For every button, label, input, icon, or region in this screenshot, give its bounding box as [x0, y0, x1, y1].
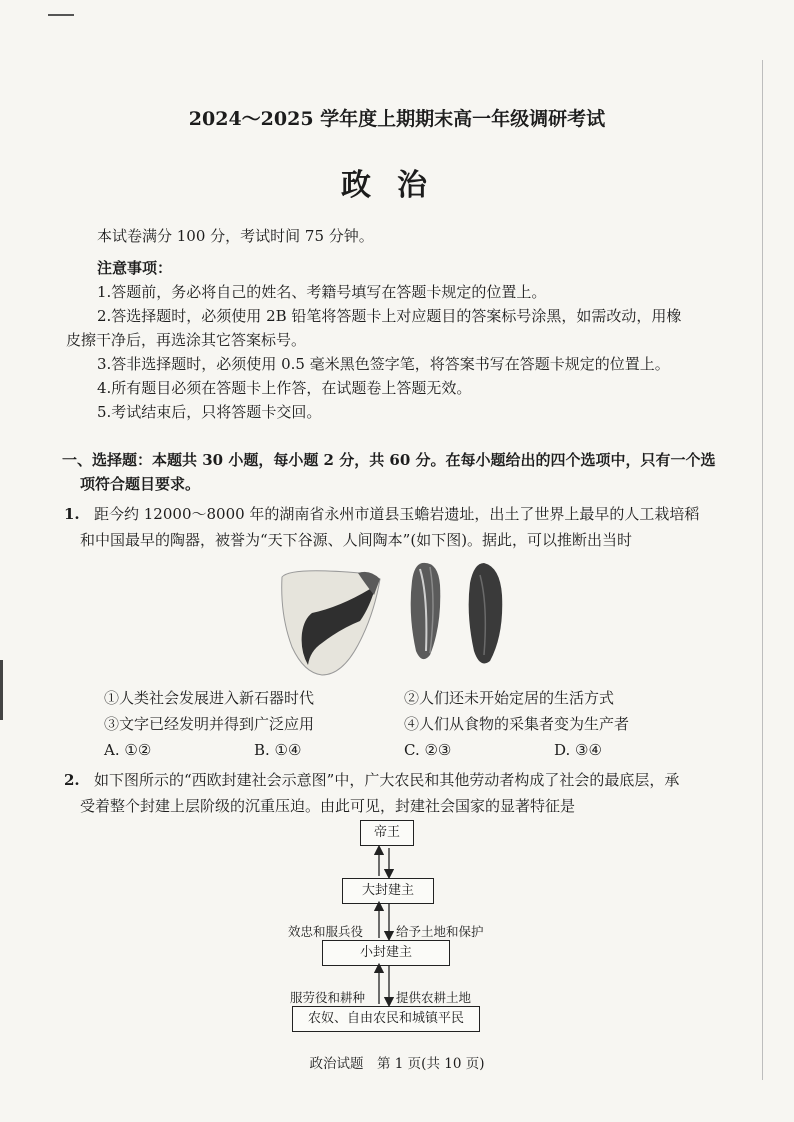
diagram-label-down-2: 提供农耕土地 [396, 990, 472, 1005]
statement-3: ③文字已经发明并得到广泛应用 [104, 715, 315, 733]
note-item: 2.答选择题时，必须使用 2B 铅笔将答题卡上对应题目的答案标号涂黑，如需改动，用橡 [97, 307, 682, 325]
diagram-label-down-1: 给予土地和保护 [396, 924, 484, 939]
statement-2: ②人们还未开始定居的生活方式 [404, 689, 615, 707]
note-item: 3.答非选择题时，必须使用 0.5 毫米黑色签字笔，将答案书写在答题卡规定的位置上。 [97, 355, 670, 373]
scan-mark [48, 14, 74, 16]
note-item: 皮擦干净后，再选涂其它答案标号。 [66, 331, 307, 349]
subject-title: 政治 [341, 168, 453, 203]
question-text: 和中国最早的陶器，被誉为“天下谷源、人间陶本”(如下图)。据此，可以推断出当时 [80, 531, 633, 549]
page-edge-line [762, 60, 763, 1080]
diagram-label-up-2: 服劳役和耕种 [290, 990, 366, 1005]
binding-mark [0, 660, 3, 720]
diagram-box-peasants: 农奴、自由农民和城镇平民 [292, 1006, 480, 1032]
question-text: 如下图所示的“西欧封建社会示意图”中，广大农民和其他劳动者构成了社会的最底层，承 [94, 771, 680, 789]
statement-1: ①人类社会发展进入新石器时代 [104, 689, 315, 707]
diagram-box-great-lords: 大封建主 [342, 878, 434, 904]
note-item: 1.答题前，务必将自己的姓名、考籍号填写在答题卡规定的位置上。 [97, 283, 547, 301]
question-number: 2. [64, 771, 80, 789]
intro-text: 本试卷满分 100 分，考试时间 75 分钟。 [97, 227, 374, 245]
question-text: 距今约 12000～8000 年的湖南省永州市道县玉蟾岩遗址，出土了世界上最早的人工栽培稻 [94, 505, 700, 523]
pottery-rice-photo [270, 555, 530, 685]
section-heading-cont: 项符合题目要求。 [80, 475, 201, 493]
note-item: 4.所有题目必须在答题卡上作答，在试题卷上答题无效。 [97, 379, 472, 397]
option-d: D. ③④ [554, 741, 602, 759]
option-b: B. ①④ [254, 741, 302, 759]
page-footer: 政治试题 第 1 页(共 10 页) [309, 1056, 485, 1072]
note-item: 5.考试结束后，只将答题卡交回。 [97, 403, 322, 421]
question-text: 受着整个封建上层阶级的沉重压迫。由此可见，封建社会国家的显著特征是 [80, 797, 576, 815]
question-number: 1. [64, 505, 80, 523]
exam-title: 2024～2025 学年度上期期末高一年级调研考试 [188, 108, 606, 130]
statement-4: ④人们从食物的采集者变为生产者 [404, 715, 630, 733]
section-heading: 一、选择题：本题共 30 小题，每小题 2 分，共 60 分。在每小题给出的四个选项中，只有一个选 [62, 451, 716, 469]
option-a: A. ①② [104, 741, 152, 759]
notes-heading: 注意事项： [97, 259, 173, 277]
diagram-box-lesser-lords: 小封建主 [322, 940, 450, 966]
diagram-box-emperor: 帝王 [360, 820, 414, 846]
diagram-label-up-1: 效忠和服兵役 [288, 924, 364, 939]
option-c: C. ②③ [404, 741, 452, 759]
